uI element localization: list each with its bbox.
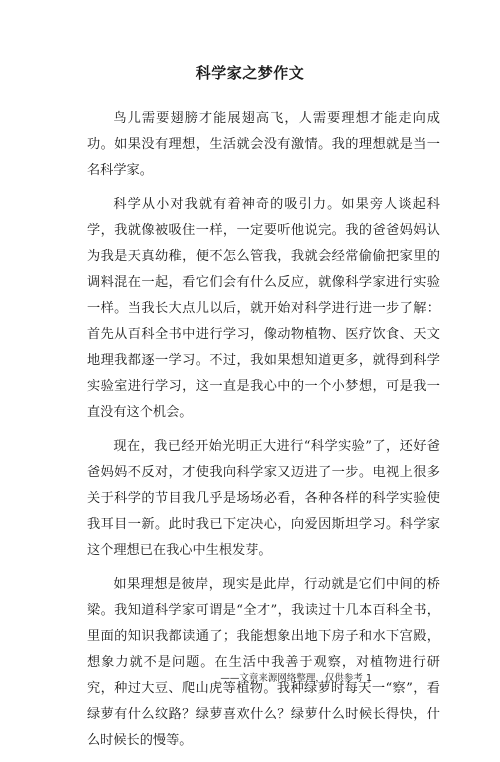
document-body xyxy=(87,106,440,762)
document-title: 科学家之梦作文 xyxy=(195,64,305,82)
paragraph-4: 如果理想是彼岸，现实是此岸，行动就是它们中间的桥梁。我知道科学家可谓是“全才”，我读过十几本百科全书，里面的知识我都读通了；我能想象出地下房子和水下宫殿，想象力就不是问题。在生活中我善于观察，对植物进行研究，种过大豆、爬山虎等植物。我种绿萝时每天一“察”，看绿萝有什么纹路？绿萝喜欢什么？绿萝什么时候长得快，什么时候长的慢等。 xyxy=(87,577,440,748)
paragraph-1: 鸟儿需要翅膀才能展翅高飞，人需要理想才能走向成功。如果没有理想，生活就会没有激情。我的理想就是当一名科学家。 xyxy=(87,111,440,178)
paragraph-3: 现在，我已经开始光明正大进行“科学实验”了，还好爸爸妈妈不反对，才使我向科学家又迈进了一步。电视上很多关于科学的节目我几乎是场场必看，各种各样的科学实验使我耳目一新。此时我已下定决心，向爱因斯坦学习。科学家这个理想已在我心中生根发芽。 xyxy=(87,439,440,558)
paragraph-2: 科学从小对我就有着神奇的吸引力。如果旁人谈起科学，我就像被吸住一样，一定要听他说完。我的爸爸妈妈认为我是天真幼稚，便不怎么管我，我就会经常偷偷把家里的调料混在一起，看它们会有什么反应，就像科学家进行实验一样。当我长大点儿以后，就开始对科学进行进一步了解：首先从百科全书中进行学习，像动物植物、医疗饮食、天文地理我都逐一学习。不过，我如果想知道更多，就得到科学实验室进行学习，这一直是我心中的一个小梦想，可是我一直没有这个机会。 xyxy=(87,197,440,420)
page-footer-note: ——文章来源网络整理，仅供参考 1 xyxy=(220,673,372,684)
